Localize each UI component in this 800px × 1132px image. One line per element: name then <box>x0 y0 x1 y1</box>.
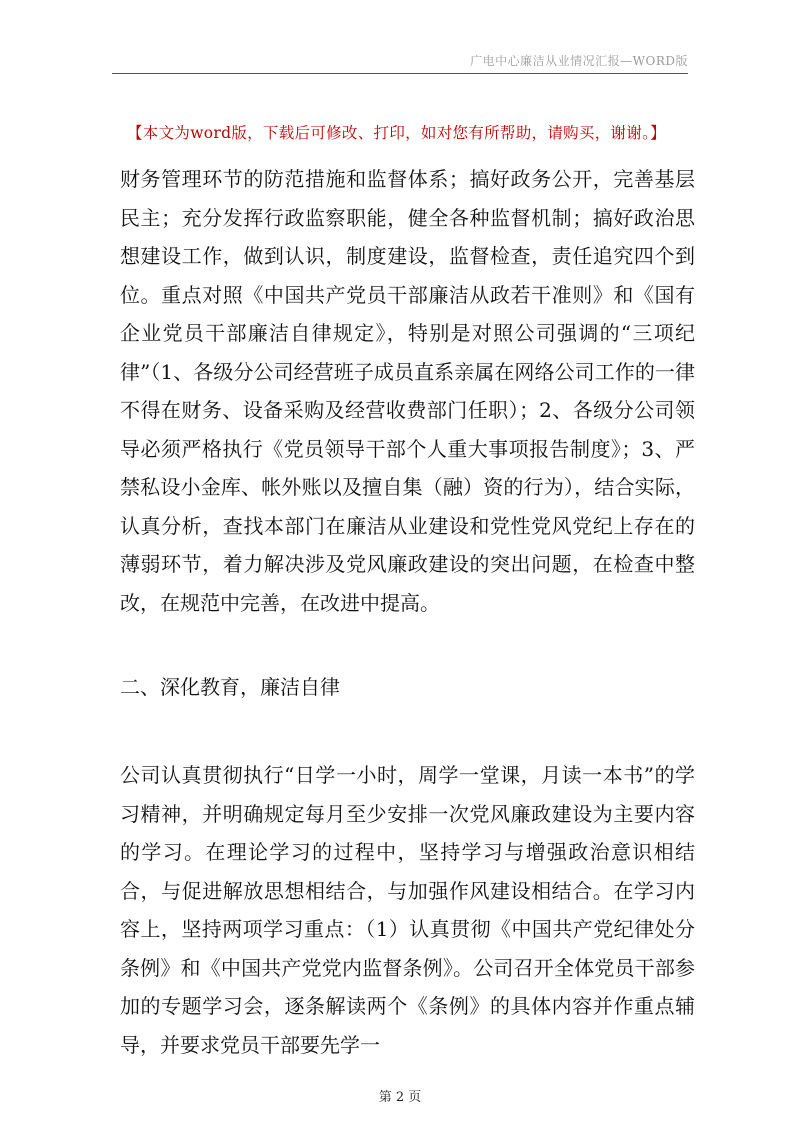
page-number: 第 2 页 <box>378 1090 422 1105</box>
header-divider <box>112 73 688 74</box>
purchase-notice: 【本文为word版，下载后可修改、打印，如对您有所帮助，请购买，谢谢。】 <box>127 124 666 142</box>
section-heading: 二、深化教育，廉洁自律 <box>120 675 340 699</box>
header-title: 广电中心廉洁从业情况汇报—WORD版 <box>470 54 688 68</box>
body-paragraph-2: 公司认真贯彻执行“日学一小时，周学一堂课，月读一本书”的学习精神，并明确规定每月至少安排一次党风廉政建设为主要内容的学习。在理论学习的过程中，坚持学习与增强政治意识相结合，与促进解放思想相结合，与加强作风建设相结合。在学习内容上，坚持两项学习重点：（1）认真贯彻《中国共产党纪律处分条例》和《中国共产党党内监督条例》。公司召开全体党员干部参加的专题学习会，逐条解读两个《条例》的具体内容并作重点辅导，并要求党员干部要先学一 <box>120 763 695 1057</box>
body-paragraph-1: 财务管理环节的防范措施和监督体系；搞好政务公开，完善基层民主；充分发挥行政监察职能，健全各种监督机制；搞好政治思想建设工作，做到认识，制度建设，监督检查，责任追究四个到位。重点对照《中国共产党员干部廉洁从政若干准则》和《国有企业党员干部廉洁自律规定》，特别是对照公司强调的“三项纪律”（1、各级分公司经营班子成员直系亲属在网络公司工作的一律不得在财务、设备采购及经营收费部门任职）；2、各级分公司领导必须严格执行《党员领导干部个人重大事项报告制度》；3、严禁私设小金库、帐外账以及擅自集（融）资的行为），结合实际，认真分析，查找本部门在廉洁从业建设和党性党风党纪上存在的薄弱环节，着力解决涉及党风廉政建设的突出问题，在检查中整改，在规范中完善，在改进中提高。 <box>120 167 695 615</box>
